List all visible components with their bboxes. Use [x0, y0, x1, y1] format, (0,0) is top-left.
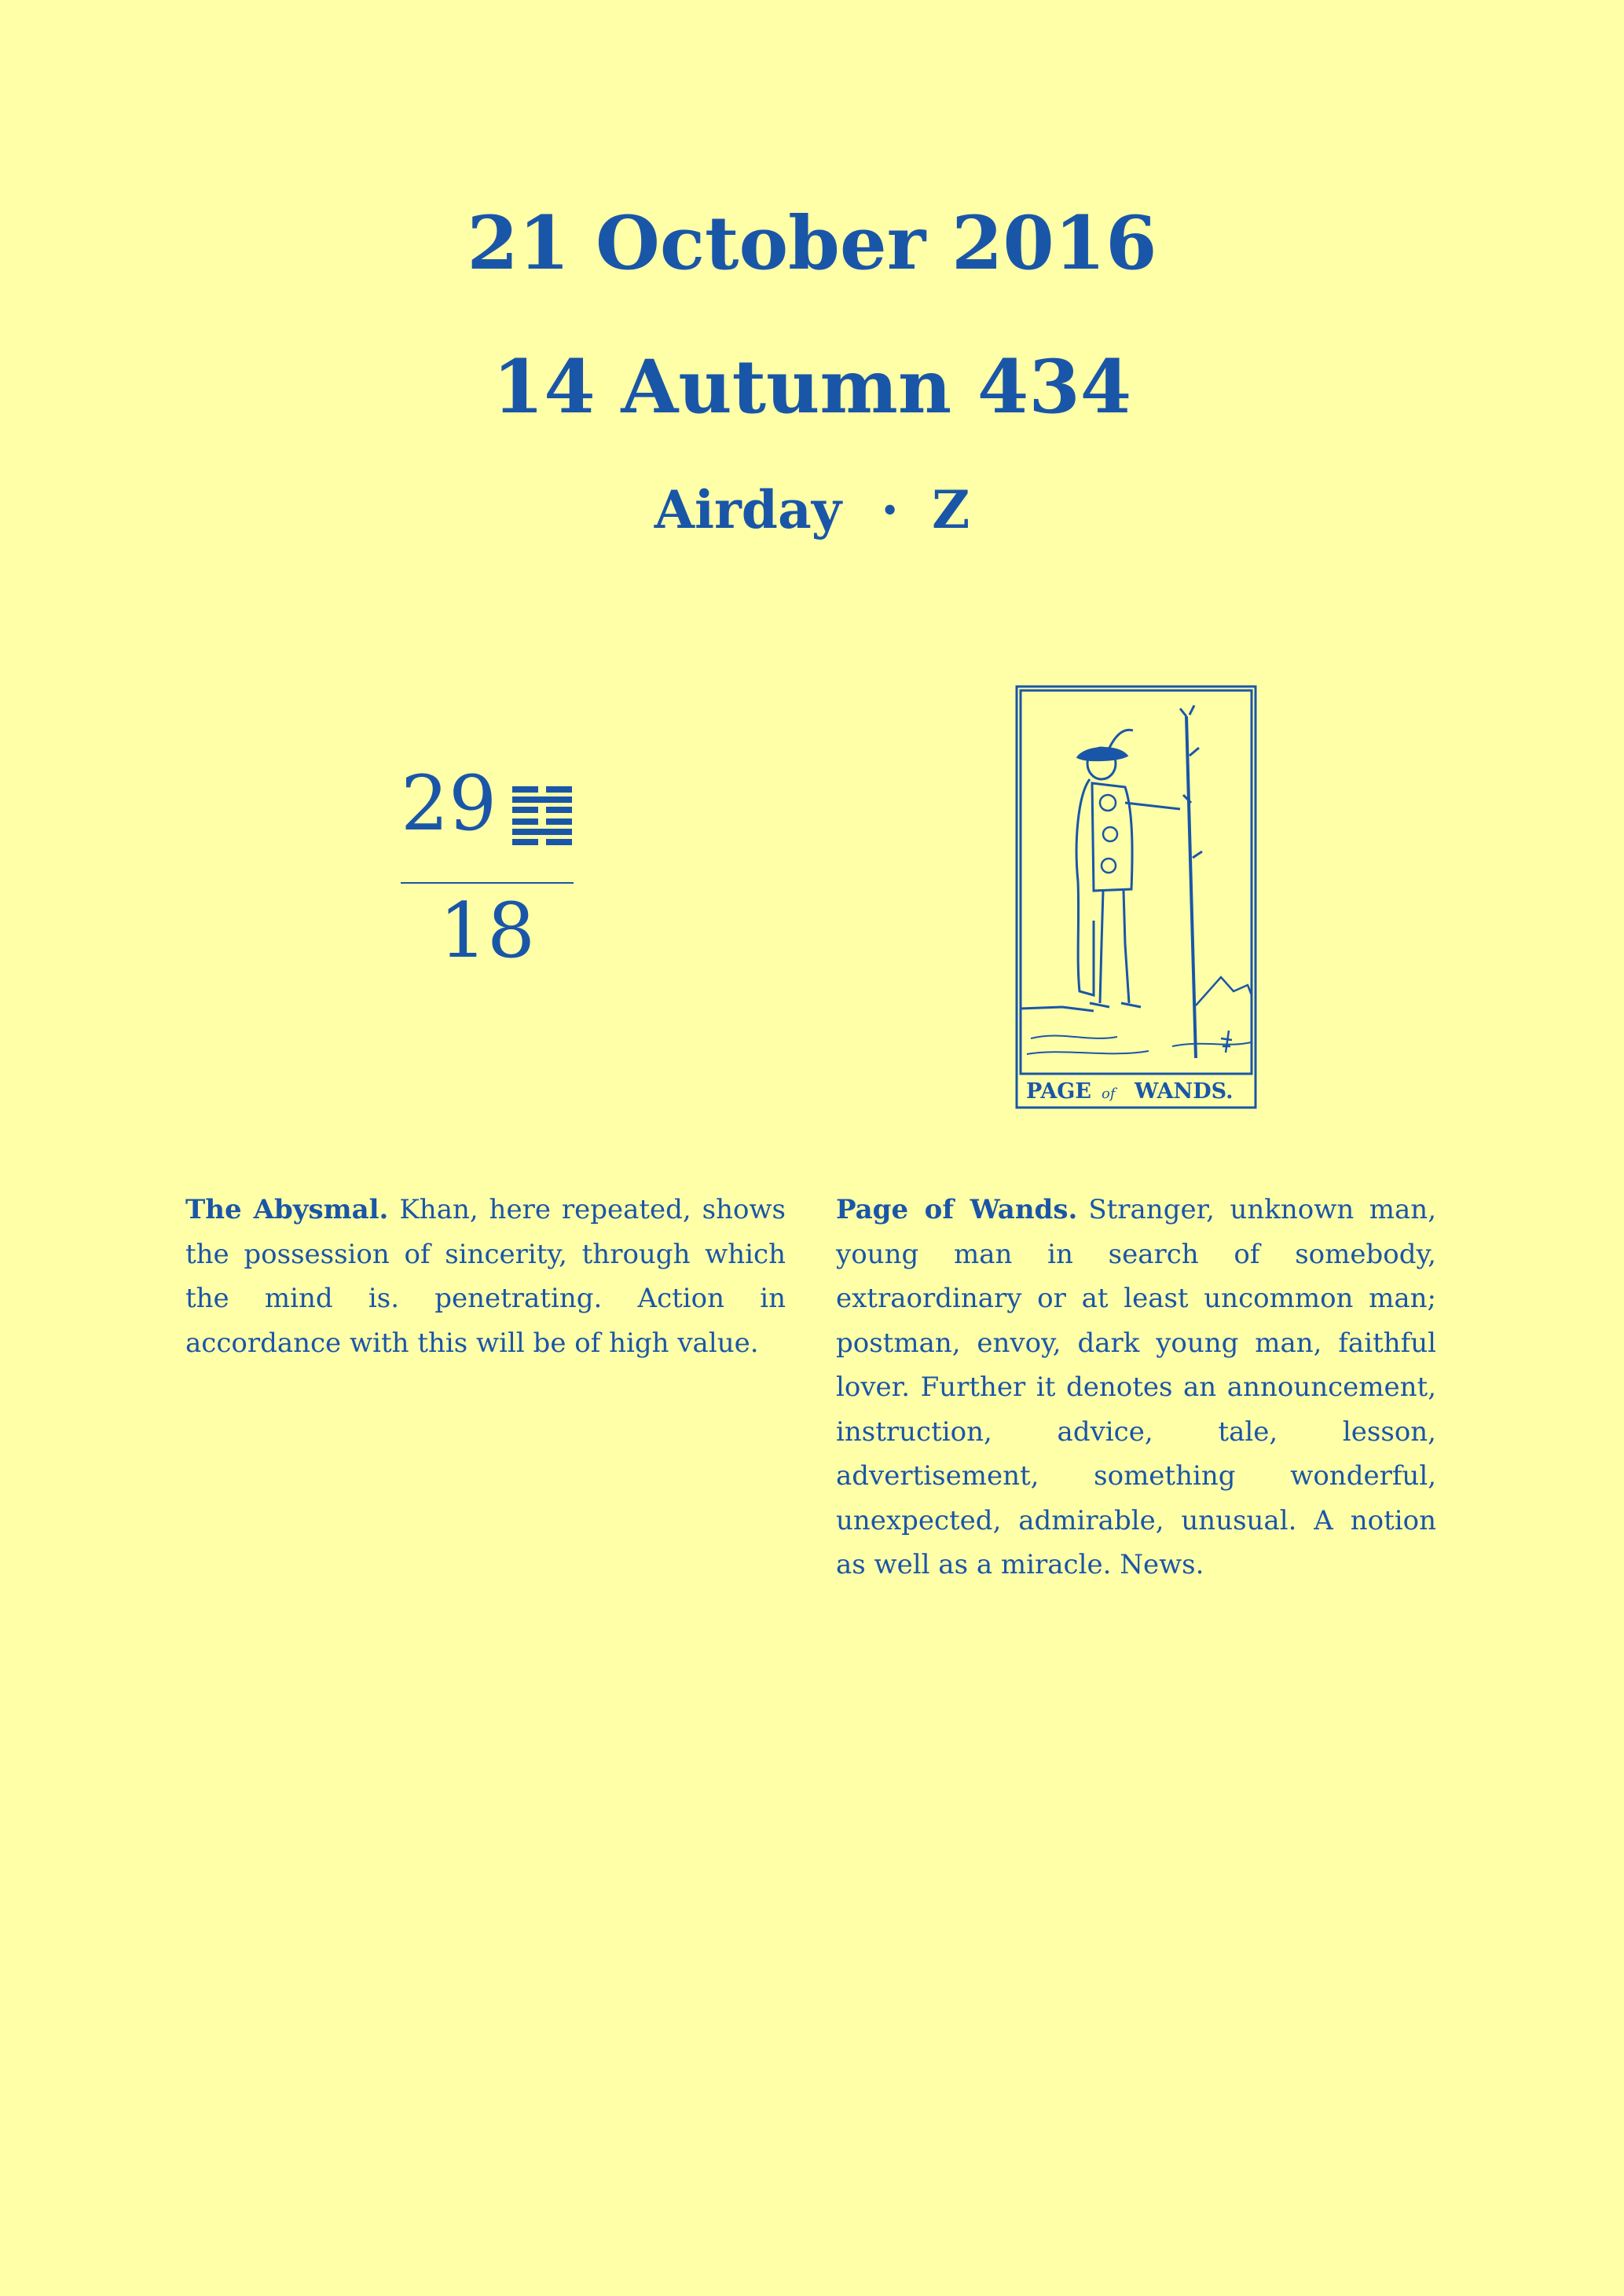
hexagram-number: 29 [401, 760, 497, 848]
weekday-line [0, 479, 1624, 540]
hexagram-text: Khan, here repeated, shows the possession of sincerity, through which the mind is. penetrating. Action in accordance with this will be of high value. [185, 1194, 786, 1359]
hexagram-denominator: 18 [438, 887, 536, 975]
card-caption-page: PAGE [1026, 1079, 1091, 1104]
tarot-title: Page of Wands. [836, 1194, 1078, 1225]
hexagram-description [185, 1188, 786, 1365]
day-letter: Z [932, 479, 970, 540]
wand [1180, 705, 1202, 1058]
page-figure [1076, 730, 1180, 1007]
weekday-name: Airday [654, 479, 842, 540]
mountains [1196, 977, 1252, 1005]
hexagram-title: The Abysmal. [185, 1194, 389, 1225]
fraction-rule [401, 882, 574, 884]
tarot-card-page-of-wands [1015, 685, 1257, 1109]
horizon-line [1021, 1007, 1094, 1011]
separator-dot: · [881, 479, 900, 540]
gregorian-date: 21 October 2016 [467, 200, 1157, 287]
tarot-description [836, 1188, 1436, 1587]
small-tree [1221, 1031, 1232, 1053]
tarot-text: Stranger, unknown man, young man in search of somebody, extraordinary or at least uncommon man; postman, envoy, dark young man, faithful lover. Further it denotes an announcement, instruction, advice, tale, lesson, advertisement, something wonderful, unexpected, admirable, unusual. A notion as well as a miracle. News. [836, 1194, 1437, 1580]
card-caption-of: of [1102, 1086, 1116, 1102]
hexagram-29-kan-icon [512, 785, 572, 848]
card-caption-wands: WANDS. [1135, 1079, 1234, 1104]
alternate-calendar-date: 14 Autumn 434 [492, 344, 1132, 430]
